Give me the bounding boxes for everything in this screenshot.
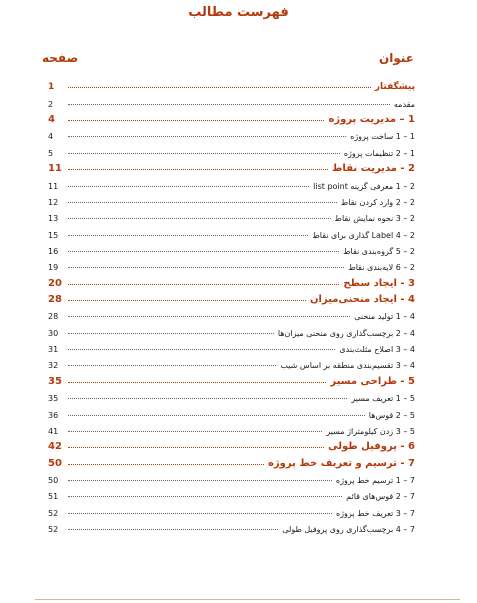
dot-leader xyxy=(68,103,390,105)
toc-chapter-row xyxy=(48,109,415,125)
toc-page-number: 30 xyxy=(48,328,59,338)
toc-page-number: 35 xyxy=(48,394,59,404)
toc-entry-title: مقدمه xyxy=(393,99,415,109)
toc-entry-row xyxy=(48,256,415,272)
toc-entry-title: 4 – 3 تقسیم‌بندی منطقه بر اساس شیب xyxy=(280,361,415,371)
dot-leader xyxy=(68,479,332,481)
toc-entry-row xyxy=(48,92,415,108)
dot-leader xyxy=(68,168,328,170)
toc-entry-row xyxy=(48,354,415,370)
toc-entry-title: 5 – 1 تعریف مسیر xyxy=(351,394,415,404)
toc-page-number: 4 xyxy=(48,114,55,126)
toc-entry-row xyxy=(48,125,415,141)
toc-entry-row xyxy=(48,141,415,157)
toc-entry-title: 7 - ترسیم و تعریف خط پروژه xyxy=(267,457,415,469)
toc-entry-title: 2 – 5 گروه‌بندی نقاط xyxy=(343,246,415,256)
bottom-rule xyxy=(35,599,460,600)
toc-entry-title: 4 – 1 تولید منحنی xyxy=(354,312,415,322)
page-title: فهرست مطالب xyxy=(188,5,289,20)
toc-entry-row xyxy=(48,403,415,419)
table-of-contents xyxy=(48,76,415,534)
dot-leader xyxy=(68,135,346,137)
toc-page-number: 12 xyxy=(48,197,59,207)
toc-chapter-row xyxy=(48,272,415,288)
toc-entry-title: 5 – 3 زدن کیلومتراژ مسیر xyxy=(326,426,415,436)
toc-entry-row xyxy=(48,321,415,337)
toc-entry-title: 7 – 2 قوس‌های قائم xyxy=(346,492,415,502)
toc-page-number: 51 xyxy=(48,492,59,502)
toc-page-number: 41 xyxy=(48,426,59,436)
toc-entry-row xyxy=(48,469,415,485)
toc-entry-title: 2 – 6 لایه‌بندی نقاط xyxy=(348,263,415,273)
toc-page-number: 35 xyxy=(48,375,62,387)
toc-chapter-row xyxy=(48,76,415,92)
toc-page-number: 31 xyxy=(48,345,59,355)
toc-page-number: 36 xyxy=(48,410,59,420)
toc-page-number: 2 xyxy=(48,99,54,109)
toc-page-number: 50 xyxy=(48,457,62,469)
dot-leader xyxy=(68,463,264,465)
dot-leader xyxy=(68,430,322,432)
page-column-header: صفحه xyxy=(42,51,79,65)
toc-entry-title: پیشگفتار xyxy=(374,82,415,93)
toc-page-number: 52 xyxy=(48,508,59,518)
dot-leader xyxy=(68,332,274,334)
toc-entry-title: 4 – 3 اصلاح مثلث‌بندی xyxy=(339,345,415,355)
toc-entry-row xyxy=(48,191,415,207)
toc-entry-row xyxy=(48,338,415,354)
toc-entry-title: 4 – 2 برچسب‌گذاری روی منحنی میزان‌ها xyxy=(277,328,415,338)
dot-leader xyxy=(68,495,342,497)
dot-leader xyxy=(68,381,326,383)
dot-leader xyxy=(68,528,278,530)
dot-leader xyxy=(68,250,339,252)
toc-page-number: 1 xyxy=(48,82,55,93)
toc-entry-title: 2 – 1 معرفی گزینه list point xyxy=(313,181,415,191)
toc-chapter-row xyxy=(48,436,415,452)
toc-page-number: 52 xyxy=(48,525,59,535)
toc-page-number: 5 xyxy=(48,148,54,158)
dot-leader xyxy=(68,266,344,268)
toc-entry-row xyxy=(48,305,415,321)
toc-entry-title: 6 - پروفیل طولی xyxy=(328,441,415,453)
toc-chapter-row xyxy=(48,289,415,305)
toc-entry-title: 4 - ایجاد منحنی‌میزان xyxy=(310,294,415,306)
toc-page-number: 15 xyxy=(48,230,59,240)
dot-leader xyxy=(68,152,340,154)
dot-leader xyxy=(68,397,347,399)
dot-leader xyxy=(68,414,365,416)
toc-page-number: 28 xyxy=(48,294,62,306)
dot-leader xyxy=(68,234,308,236)
toc-entry-title: 3 - ایجاد سطح xyxy=(343,277,415,289)
toc-page-number: 11 xyxy=(48,163,62,175)
toc-page-number: 19 xyxy=(48,263,59,273)
toc-entry-title: 2 – 2 وارد کردن نقاط xyxy=(340,197,415,207)
dot-leader xyxy=(68,446,324,448)
toc-entry-title: 2 – 3 نحوه نمایش نقاط xyxy=(334,214,415,224)
toc-page-number: 13 xyxy=(48,214,59,224)
toc-entry-row xyxy=(48,485,415,501)
toc-entry-title: 7 – 1 ترسیم خط پروژه xyxy=(335,475,415,485)
toc-entry-title: 1 – مدیریت پروژه xyxy=(328,114,415,126)
toc-page-number: 4 xyxy=(48,132,54,142)
toc-entry-row xyxy=(48,420,415,436)
toc-entry-title: 2 - مدیریت نقاط xyxy=(332,163,415,175)
dot-leader xyxy=(68,119,324,121)
dot-leader xyxy=(68,201,337,203)
toc-entry-title: 2 – 4 Label گذاری برای نقاط xyxy=(312,230,415,240)
toc-entry-title: 7 – 4 برچسب‌گذاری روی پروفیل طولی xyxy=(282,525,415,535)
toc-chapter-row xyxy=(48,452,415,468)
toc-entry-row xyxy=(48,207,415,223)
dot-leader xyxy=(68,86,371,88)
toc-page-number: 42 xyxy=(48,441,62,453)
dot-leader xyxy=(68,217,331,219)
toc-entry-row xyxy=(48,223,415,239)
toc-page-number: 11 xyxy=(48,181,59,191)
toc-page-number: 50 xyxy=(48,475,59,485)
toc-entry-row xyxy=(48,518,415,534)
toc-entry-row xyxy=(48,501,415,517)
dot-leader xyxy=(68,348,335,350)
toc-entry-row xyxy=(48,240,415,256)
toc-page-number: 32 xyxy=(48,361,59,371)
toc-chapter-row xyxy=(48,158,415,174)
toc-entry-row xyxy=(48,174,415,190)
dot-leader xyxy=(68,512,332,514)
toc-entry-title: 5 - طراحی مسیر xyxy=(330,375,415,387)
toc-entry-title: 1 – 2 تنظیمات پروژه xyxy=(343,148,415,158)
title-column-header: عنوان xyxy=(379,51,414,65)
dot-leader xyxy=(68,364,276,366)
toc-entry-title: 1 – 1 ساخت پروژه xyxy=(350,132,415,142)
toc-page-number: 20 xyxy=(48,277,62,289)
toc-entry-row xyxy=(48,387,415,403)
toc-page-number: 28 xyxy=(48,312,59,322)
dot-leader xyxy=(68,283,339,285)
dot-leader xyxy=(68,315,350,317)
dot-leader xyxy=(68,185,309,187)
toc-entry-title: 7 – 3 تعریف خط پروژه xyxy=(335,508,415,518)
toc-page-number: 16 xyxy=(48,246,59,256)
toc-chapter-row xyxy=(48,370,415,386)
toc-entry-title: 5 – 2 قوس‌ها xyxy=(368,410,415,420)
dot-leader xyxy=(68,299,306,301)
